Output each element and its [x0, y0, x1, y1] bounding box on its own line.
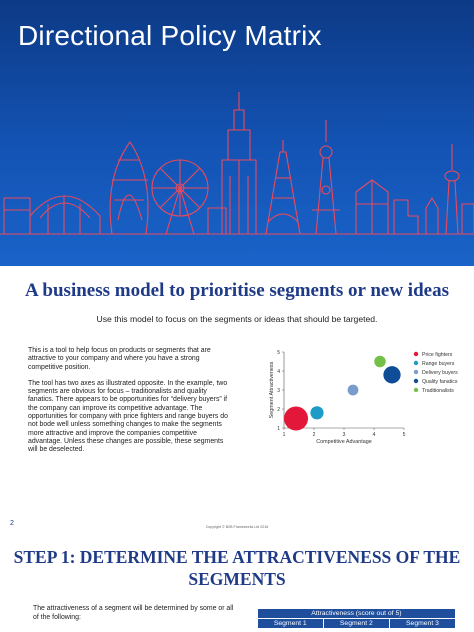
y-tick-label: 2: [277, 406, 280, 413]
legend-label: Price fighters: [422, 351, 453, 358]
x-tick-label: 5: [402, 432, 406, 438]
page-2-heading: A business model to prioritise segments or new ideas: [25, 280, 449, 301]
table-column-header: Segment 2: [323, 619, 389, 629]
body-paragraph: This is a tool to help focus on products or segments that are attractive to your company and where you have a strong competitive position.: [28, 347, 211, 371]
bubble-point: [374, 356, 386, 368]
page-3-body: The attractiveness of a segment will be determined by some or all of the following:: [33, 605, 234, 621]
page-2-subheading: Use this model to focus on the segments or ideas that should be targeted.: [96, 314, 378, 324]
legend-swatch: [414, 352, 418, 356]
cover-title: Directional Policy Matrix: [18, 20, 322, 51]
page-3-heading-line-1: STEP 1: DETERMINE THE ATTRACTIVENESS OF THE: [13, 547, 461, 567]
cover-banner: [0, 0, 474, 266]
legend-label: Delivery buyers: [422, 369, 458, 376]
bubble-point: [284, 407, 308, 431]
table-group-header: Attractiveness (score out of 5): [257, 609, 455, 619]
legend-label: Range buyers: [422, 360, 455, 367]
table-corner: [249, 609, 258, 619]
table-column-header: Segment 1: [257, 619, 323, 629]
page-2-body: [28, 347, 230, 463]
x-axis-label: Competitive Advantage: [316, 439, 372, 445]
page-number: 2: [10, 520, 14, 527]
x-tick-label: 4: [372, 432, 376, 438]
directional-policy-chart: [256, 344, 474, 448]
page-3-heading-line-2: SEGMENTS: [188, 569, 286, 589]
bubble-point: [348, 385, 359, 396]
y-tick-label: 3: [277, 387, 280, 394]
legend-swatch: [414, 379, 418, 383]
attractiveness-table: [248, 608, 456, 629]
y-tick-label: 1: [277, 425, 280, 432]
page-3: [0, 540, 474, 632]
bubble-point: [310, 406, 323, 419]
page-3-heading: [0, 546, 474, 590]
body-paragraph: The tool has two axes as illustrated opposite. In the example, two segments are obvious for focus – traditionalists and quality fanatics. There appears to be opportunities for “delivery buyers” if the company can improve its competitive advantage. The opportunities for company with price fighters and range buyers do not bode well unless something changes to make the segments more attractive and improve the companies competitive advantage. Unless these changes are possible, these segments will be deselected.: [28, 379, 228, 454]
y-tick-label: 5: [277, 349, 280, 356]
x-tick-label: 1: [282, 432, 286, 438]
legend-label: Traditionalists: [422, 387, 454, 394]
bubble-point: [383, 366, 400, 383]
page-2: [0, 266, 474, 540]
table-corner: [249, 619, 258, 629]
y-axis-label: Segment Attractiveness: [269, 361, 275, 419]
x-tick-label: 3: [342, 432, 346, 438]
legend-swatch: [414, 388, 418, 392]
copyright-notice: Copyright © B2B Frameworks Ltd 2016: [205, 525, 269, 529]
legend-swatch: [414, 361, 418, 365]
legend-swatch: [414, 370, 418, 374]
table-column-header: Segment 3: [389, 619, 455, 629]
legend-label: Quality fanatics: [422, 378, 458, 385]
x-tick-label: 2: [312, 432, 316, 438]
y-tick-label: 4: [277, 368, 280, 375]
city-skyline-illustration: [0, 80, 474, 266]
